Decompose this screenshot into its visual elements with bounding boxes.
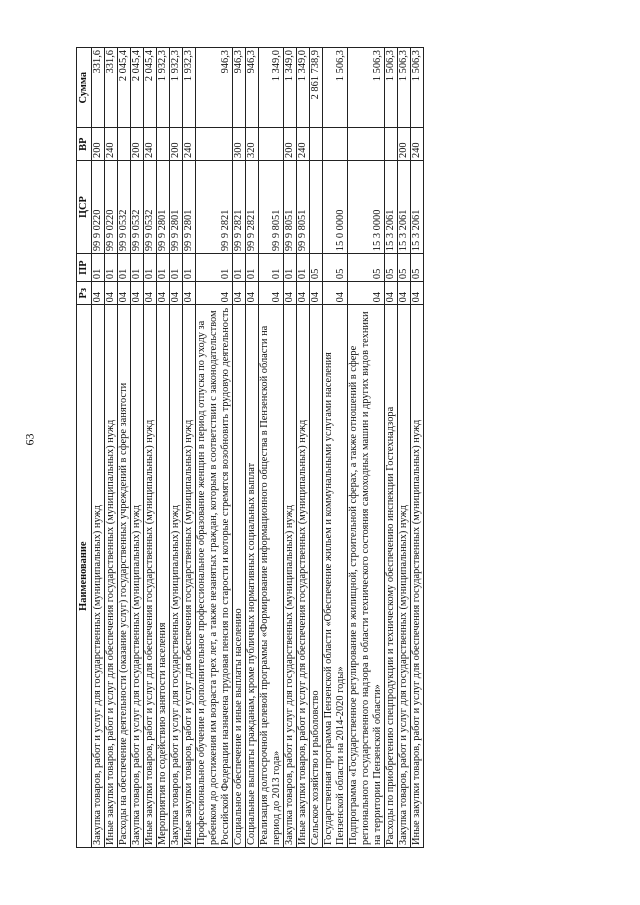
cell-pr: 05	[411, 254, 424, 282]
cell-vr	[385, 128, 398, 161]
table-row	[297, 48, 310, 848]
cell-csr: 99 9 2821	[233, 160, 246, 253]
cell-name: Закупка товаров, работ и услуг для государственных (муниципальных) нужд	[92, 305, 105, 848]
cell-vr	[196, 128, 233, 161]
table-row	[348, 48, 385, 848]
cell-name: Социальное обеспечение и иные выплаты населению	[233, 305, 246, 848]
cell-rz: 04	[297, 282, 310, 305]
cell-csr: 15 3 2061	[398, 160, 411, 253]
table-row	[131, 48, 144, 848]
cell-rz: 04	[170, 282, 183, 305]
header-vr: ВР	[77, 128, 92, 161]
table-row	[92, 48, 105, 848]
cell-csr: 99 9 2801	[170, 160, 183, 253]
cell-rz: 04	[284, 282, 297, 305]
cell-vr: 200	[131, 128, 144, 161]
cell-pr: 01	[284, 254, 297, 282]
cell-csr: 99 9 0532	[144, 160, 157, 253]
table-row	[411, 48, 424, 848]
cell-sum: 1 349,0	[297, 48, 310, 128]
cell-vr: 200	[170, 128, 183, 161]
cell-name: Иные закупки товаров, работ и услуг для обеспечения государственных (муниципальных) нужд	[105, 305, 118, 848]
cell-name: Закупка товаров, работ и услуг для государственных (муниципальных) нужд	[131, 305, 144, 848]
cell-sum: 1 506,3	[411, 48, 424, 128]
cell-pr: 01	[131, 254, 144, 282]
table-row	[183, 48, 196, 848]
cell-sum: 1 349,0	[284, 48, 297, 128]
table-row	[246, 48, 259, 848]
cell-name: Расходы на обеспечение деятельности (оказание услуг) государственных учреждений в сфере занятости	[118, 305, 131, 848]
cell-sum: 331,6	[92, 48, 105, 128]
table-row	[385, 48, 398, 848]
cell-rz: 04	[105, 282, 118, 305]
cell-rz: 04	[131, 282, 144, 305]
cell-vr	[157, 128, 170, 161]
cell-vr: 200	[284, 128, 297, 161]
table-row	[284, 48, 297, 848]
cell-name: Иные закупки товаров, работ и услуг для обеспечения государственных (муниципальных) нужд	[144, 305, 157, 848]
cell-vr: 320	[246, 128, 259, 161]
cell-csr: 99 9 2801	[157, 160, 170, 253]
table-row	[196, 48, 233, 848]
cell-name: Мероприятия по содействию занятости населения	[157, 305, 170, 848]
cell-csr: 15 3 2061	[411, 160, 424, 253]
cell-pr: 01	[144, 254, 157, 282]
budget-table	[76, 47, 424, 848]
cell-sum: 1 506,3	[398, 48, 411, 128]
cell-pr: 01	[170, 254, 183, 282]
cell-rz: 04	[310, 282, 323, 305]
cell-vr	[310, 128, 323, 161]
cell-csr: 99 9 0220	[92, 160, 105, 253]
cell-csr: 99 9 8051	[297, 160, 310, 253]
cell-vr: 200	[92, 128, 105, 161]
header-csr: ЦСР	[77, 160, 92, 253]
header-sum: Сумма	[77, 48, 92, 128]
cell-csr: 99 9 0532	[118, 160, 131, 253]
cell-sum: 1 932,3	[157, 48, 170, 128]
cell-pr: 05	[310, 254, 323, 282]
cell-csr: 99 9 8051	[259, 160, 284, 253]
cell-vr: 240	[411, 128, 424, 161]
cell-rz: 04	[157, 282, 170, 305]
cell-sum: 2 861 738,9	[310, 48, 323, 128]
cell-pr: 05	[348, 254, 385, 282]
cell-vr	[323, 128, 348, 161]
cell-name: Подпрограмма «Государственное регулирование в жилищной, строительной сферах, а также отношений в сфере регионального государственного надзора в области технического состояния самоходных машин и других видов техники на территории Пензенской области»	[348, 305, 385, 848]
cell-csr: 99 9 2801	[183, 160, 196, 253]
cell-rz: 04	[118, 282, 131, 305]
cell-sum: 1 506,3	[385, 48, 398, 128]
cell-pr: 01	[92, 254, 105, 282]
cell-sum: 2 045,4	[118, 48, 131, 128]
cell-csr: 15 3 2061	[385, 160, 398, 253]
cell-pr: 01	[297, 254, 310, 282]
table-row	[259, 48, 284, 848]
table-row	[157, 48, 170, 848]
cell-pr: 05	[323, 254, 348, 282]
cell-vr: 240	[105, 128, 118, 161]
cell-sum: 2 045,4	[144, 48, 157, 128]
cell-name: Реализация долгосрочной целевой программы «Формирование информационного общества в Пензенской области на период до 2013 года»	[259, 305, 284, 848]
table-row	[398, 48, 411, 848]
cell-rz: 04	[144, 282, 157, 305]
table-row	[118, 48, 131, 848]
cell-vr: 240	[297, 128, 310, 161]
cell-pr: 01	[157, 254, 170, 282]
cell-csr: 99 9 2821	[196, 160, 233, 253]
cell-vr	[348, 128, 385, 161]
cell-name: Профессиональное обучение и дополнительное профессиональное образование женщин в период отпуска по уходу за ребенком до достижения им возраста трех лет, а также незанятых граждан, которым в соответствии с законодательством Российской Федерации назначена трудовая пенсия по старости и которые стремятся возобновить трудовую деятельность	[196, 305, 233, 848]
cell-sum: 1 506,3	[348, 48, 385, 128]
cell-pr: 01	[196, 254, 233, 282]
cell-name: Иные закупки товаров, работ и услуг для обеспечения государственных (муниципальных) нужд	[183, 305, 196, 848]
cell-vr: 240	[183, 128, 196, 161]
cell-name: Сельское хозяйство и рыболовство	[310, 305, 323, 848]
header-rz: Рз	[77, 282, 92, 305]
cell-name: Иные закупки товаров, работ и услуг для обеспечения государственных (муниципальных) нужд	[297, 305, 310, 848]
cell-pr: 05	[398, 254, 411, 282]
cell-rz: 04	[183, 282, 196, 305]
cell-pr: 01	[118, 254, 131, 282]
cell-name: Расходы по приобретению спецпродукции и техническому обеспечению инспекции Гостехнадзора	[385, 305, 398, 848]
cell-pr: 01	[183, 254, 196, 282]
cell-sum: 2 045,4	[131, 48, 144, 128]
cell-name: Закупка товаров, работ и услуг для государственных (муниципальных) нужд	[284, 305, 297, 848]
cell-csr	[310, 160, 323, 253]
cell-rz: 04	[398, 282, 411, 305]
cell-vr	[118, 128, 131, 161]
cell-name: Иные закупки товаров, работ и услуг для обеспечения государственных (муниципальных) нужд	[411, 305, 424, 848]
cell-csr: 99 9 0532	[131, 160, 144, 253]
cell-rz: 04	[348, 282, 385, 305]
cell-rz: 04	[233, 282, 246, 305]
cell-sum: 946,3	[246, 48, 259, 128]
cell-vr: 200	[398, 128, 411, 161]
cell-sum: 1 506,3	[323, 48, 348, 128]
cell-name: Закупка товаров, работ и услуг для государственных (муниципальных) нужд	[170, 305, 183, 848]
header-pr: ПР	[77, 254, 92, 282]
cell-csr: 99 9 0220	[105, 160, 118, 253]
table-row	[323, 48, 348, 848]
cell-sum: 946,3	[233, 48, 246, 128]
table-row	[233, 48, 246, 848]
rotated-page-content	[76, 47, 526, 848]
cell-vr	[259, 128, 284, 161]
cell-rz: 04	[411, 282, 424, 305]
cell-sum: 331,6	[105, 48, 118, 128]
cell-pr: 01	[233, 254, 246, 282]
cell-rz: 04	[92, 282, 105, 305]
table-row	[170, 48, 183, 848]
cell-vr: 300	[233, 128, 246, 161]
cell-csr: 99 9 2821	[246, 160, 259, 253]
table-row	[144, 48, 157, 848]
table-row	[310, 48, 323, 848]
cell-sum: 1 932,3	[170, 48, 183, 128]
cell-sum: 1 349,0	[259, 48, 284, 128]
cell-pr: 01	[246, 254, 259, 282]
cell-csr: 15 0 0000	[323, 160, 348, 253]
table-header	[77, 48, 92, 848]
cell-csr: 15 3 0000	[348, 160, 385, 253]
cell-rz: 04	[323, 282, 348, 305]
cell-rz: 04	[196, 282, 233, 305]
cell-vr: 240	[144, 128, 157, 161]
cell-csr: 99 9 8051	[284, 160, 297, 253]
cell-rz: 04	[385, 282, 398, 305]
cell-pr: 05	[385, 254, 398, 282]
cell-sum: 1 932,3	[183, 48, 196, 128]
cell-rz: 04	[259, 282, 284, 305]
page-number: 63	[22, 433, 37, 446]
header-name: Наименование	[77, 305, 92, 848]
cell-name: Закупка товаров, работ и услуг для государственных (муниципальных) нужд	[398, 305, 411, 848]
cell-pr: 01	[259, 254, 284, 282]
cell-sum: 946,3	[196, 48, 233, 128]
table-row	[105, 48, 118, 848]
cell-name: Социальные выплаты гражданам, кроме публичных нормативных социальных выплат	[246, 305, 259, 848]
cell-rz: 04	[246, 282, 259, 305]
cell-pr: 01	[105, 254, 118, 282]
cell-name: Государственная программа Пензенской области «Обеспечение жильем и коммунальными услугами населения Пензенской области на 2014-2020 годы»	[323, 305, 348, 848]
table-body	[92, 48, 424, 848]
